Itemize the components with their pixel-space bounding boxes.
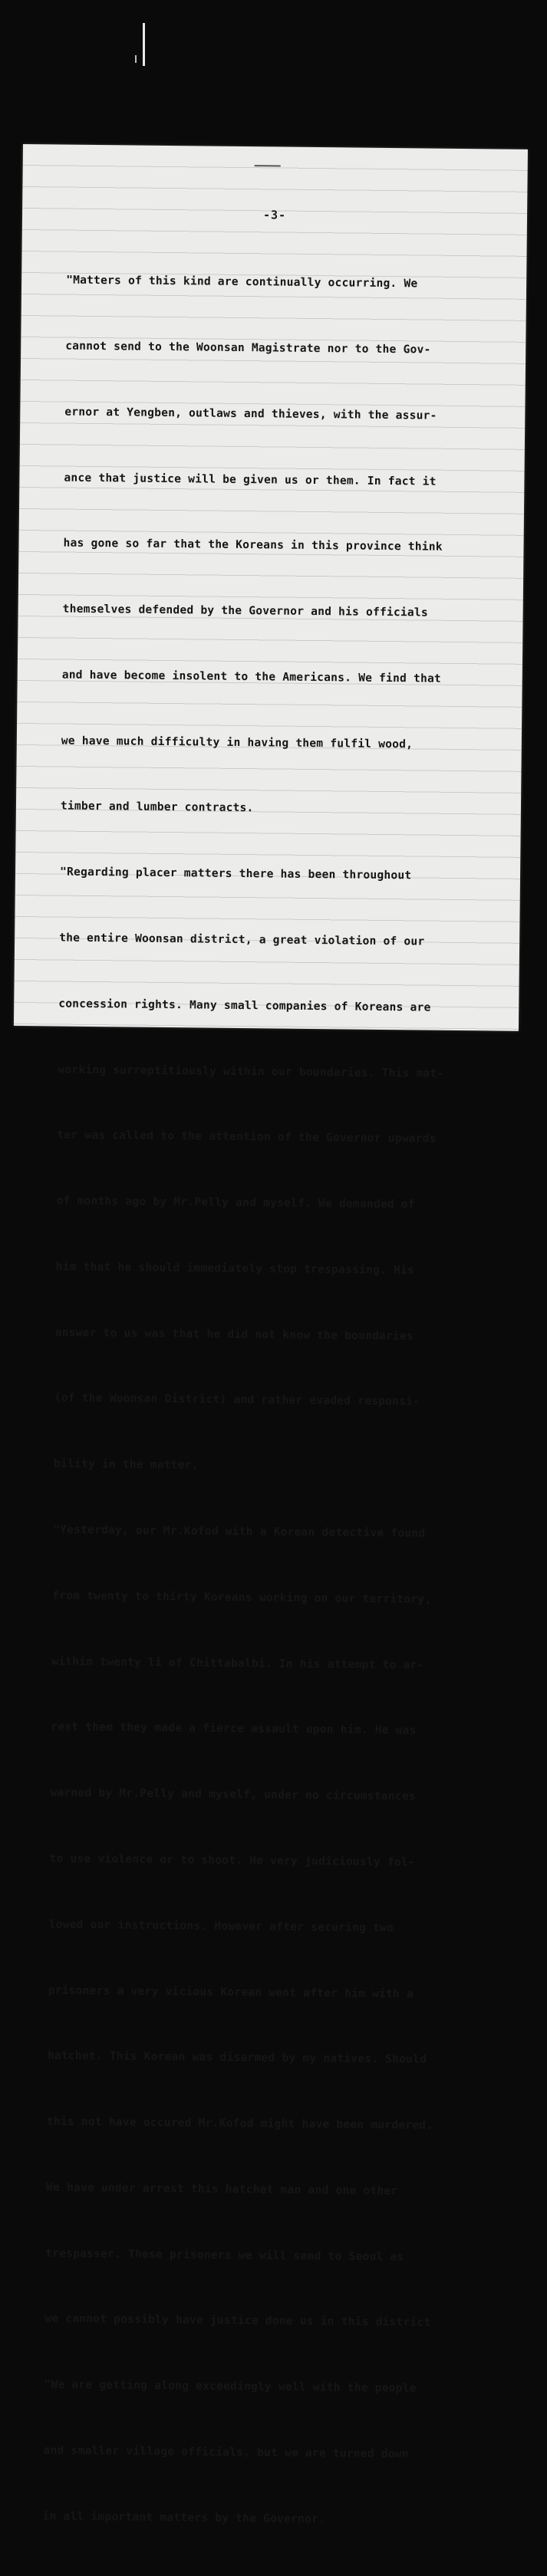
text-line: "Regarding placer matters there has been throughout <box>59 865 412 882</box>
text-line: (of the Woonsan District) and rather evaded responsi- <box>54 1391 420 1408</box>
text-line: trespasser. These prisoners we will send to Seoul as <box>45 2246 404 2263</box>
text-line: to use violence or to shoot. He very judiciously fol- <box>49 1852 415 1869</box>
text-line: warned by Mr.Pelly and myself, under no circumstances <box>50 1786 416 1803</box>
text-line: rest them they made a fierce assault upon him. He was <box>51 1720 417 1737</box>
text-line: and have become insolent to the Americans. We find that <box>61 668 442 685</box>
text-line: prisoners a very vicious Korean went after him with a <box>48 1983 414 2000</box>
text-line: and smaller village officials, but we are turned down <box>43 2443 409 2461</box>
text-line: of months ago by Mr.Pelly and myself. We demanded of <box>56 1194 415 1211</box>
text-line: has gone so far that the Koreans in this province think <box>63 536 443 554</box>
text-line: within twenty li of Chittabalbi. In his attempt to ar- <box>51 1654 424 1672</box>
text-line: hatchet. This Korean was disarmed by my natives. Should <box>47 2049 427 2066</box>
page-number: -3- <box>262 208 287 222</box>
text-line: timber and lumber contracts. <box>60 799 254 815</box>
text-line: themselves defended by the Governor and his officials <box>62 602 428 619</box>
text-line: ance that justice will be given us or them. In fact it <box>64 471 437 488</box>
text-line: "Yesterday, our Mr.Kofod with a Korean detective found <box>52 1523 426 1540</box>
text-line: answer to us was that he did not know the boundaries <box>54 1326 414 1343</box>
body-text <box>42 226 519 2576</box>
text-line: we have much difficulty in having them fulfil wood, <box>61 734 414 751</box>
text-line: "Matters of this kind are continually occurring. We <box>66 273 418 291</box>
text-line: We have under arrest this hatchet man and one other <box>46 2180 398 2198</box>
text-line: bility in the matter. <box>53 1457 199 1472</box>
text-line: ter was called to the attention of the Governor upwards <box>57 1128 437 1146</box>
film-edge-mark-small <box>135 55 137 63</box>
text-line: working surreptitiously within our boundaries. This mat- <box>58 1063 444 1080</box>
text-line: in all important matters by the Governor. <box>42 2509 326 2526</box>
film-edge-mark <box>143 23 145 66</box>
text-line: this not have occured Mr.Kofod might have been murdered. <box>46 2114 433 2132</box>
text-line: cannot send to the Woonsan Magistrate nor to the Gov- <box>65 339 431 356</box>
text-line: him that he should immediately stop trespassing. His <box>55 1260 415 1277</box>
text-line: from twenty to thirty Koreans working on our territory, <box>52 1589 432 1606</box>
top-rule <box>255 165 281 166</box>
text-line: concession rights. Many small companies of Koreans are <box>58 997 431 1014</box>
text-line: the entire Woonsan district, a great violation of our <box>59 931 425 948</box>
text-line: we cannot possibly have justice done us in this district <box>44 2312 431 2330</box>
typed-page <box>14 144 528 2526</box>
text-line: ernor at Yengben, outlaws and thieves, with the assur- <box>64 405 437 422</box>
text-line: lowed our instructions. However after securing two <box>48 1917 394 1934</box>
text-line: "We are getting along exceedingly well with the people <box>44 2377 417 2395</box>
